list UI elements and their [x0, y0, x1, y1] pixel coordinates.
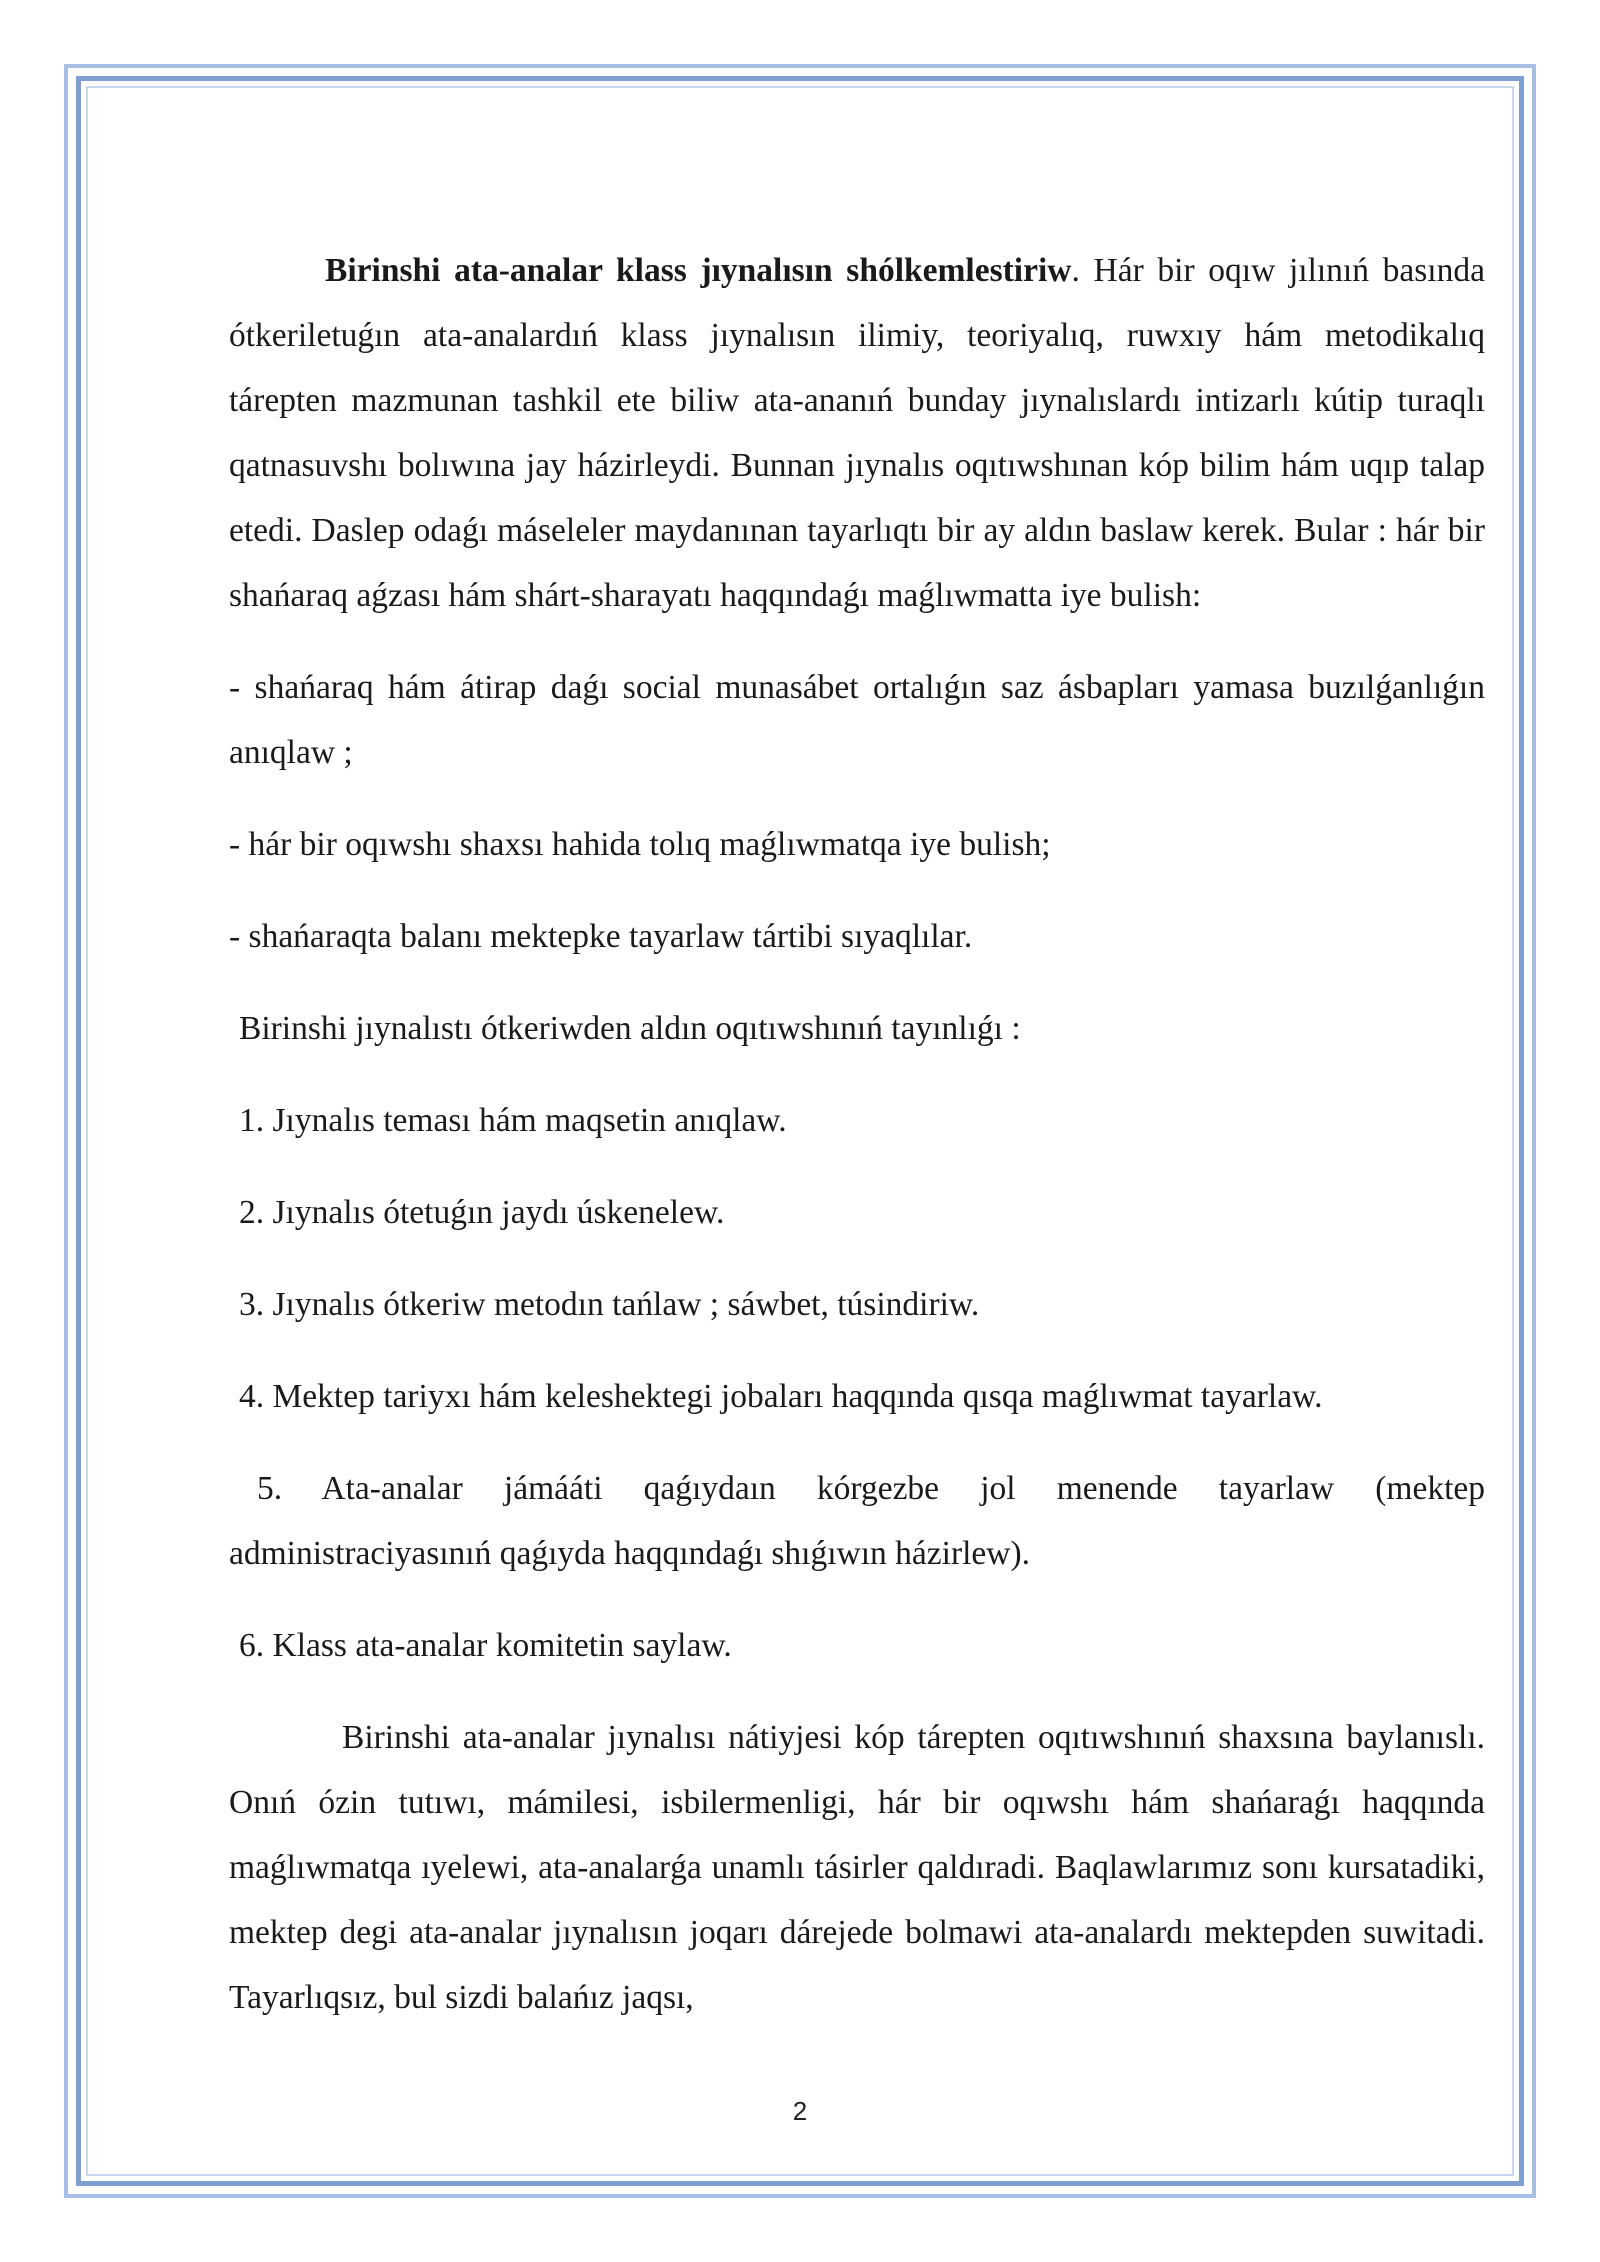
step-item: 4. Mektep tariyxı hám keleshektegi jobaları haqqında qısqa maǵlıwmat tayarlaw. — [239, 1378, 1323, 1415]
document-body — [229, 238, 1485, 2030]
step-item: 1. Jıynalıs teması hám maqsetin anıqlaw. — [239, 1102, 787, 1139]
closing-paragraph: Birinshi ata-analar jıynalısı nátiyjesi kóp tárepten oqıtıwshınıń shaxsına baylanıslı. Onıń ózin tutıwı, mámilesi, isbilermenligi, hár bir oqıwshı hám shańaraǵı haqqında maǵlıwmatqa ıyelewi, ata-analarǵa unamlı tásirler qaldıradi. Baqlawlarımız sonı kursatadiki, mektep degi ata-analar jıynalısın joqarı dárejede bolmawi ata-analardı mektepden suwitadi. Tayarlıqsız, bul sizdi balańız jaqsı, — [229, 1719, 1485, 2016]
list-item: - shańaraq hám átirap daǵı social munasábet ortalıǵın saz ásbapları yamasa buzılǵanlıǵın anıqlaw ; — [229, 669, 1485, 771]
intro-paragraph — [229, 238, 1485, 628]
list-item: - hár bir oqıwshı shaxsı hahida tolıq maǵlıwmatqa iye bulish; — [229, 826, 1051, 863]
step-item: 5. Ata-analar jámááti qaǵıydaın kórgezbe jol menende tayarlaw (mektep administraciyasınıń qaǵıyda haqqındaǵı shıǵıwın házirlew). — [229, 1470, 1485, 1572]
preparation-heading: Birinshi jıynalıstı ótkeriwden aldın oqıtıwshınıń tayınlıǵı : — [239, 1010, 1021, 1047]
page-number: 2 — [792, 2096, 808, 2126]
list-item: - shańaraqta balanı mektepke tayarlaw tártibi sıyaqlılar. — [229, 918, 973, 955]
intro-heading: Birinshi ata-analar klass jıynalısın shólkemlestiriw — [325, 252, 1072, 289]
step-item: 2. Jıynalıs ótetuǵın jaydı úskenelew. — [239, 1194, 725, 1231]
step-item: 3. Jıynalıs ótkeriw metodın tańlaw ; sáwbet, túsindiriw. — [239, 1286, 980, 1323]
step-item: 6. Klass ata-analar komitetin saylaw. — [239, 1627, 732, 1664]
intro-text: . Hár bir oqıw jılınıń basında ótkeriletuǵın ata-analardıń klass jıynalısın ilimiy, teoriyalıq, ruwxıy hám metodikalıq tárepten mazmunan tashkil ete biliw ata-ananıń bunday jıynalıslardı intizarlı kútip turaqlı qatnasuvshı bolıwına jay házirleydi. Bunnan jıynalıs oqıtıwshınan kóp bilim hám uqıp talap etedi. Daslep odaǵı máseleler maydanınan tayarlıqtı bir ay aldın baslaw kerek. Bular : hár bir shańaraq aǵzası hám shárt-sharayatı haqqındaǵı maǵlıwmatta iye bulish: — [229, 252, 1485, 614]
